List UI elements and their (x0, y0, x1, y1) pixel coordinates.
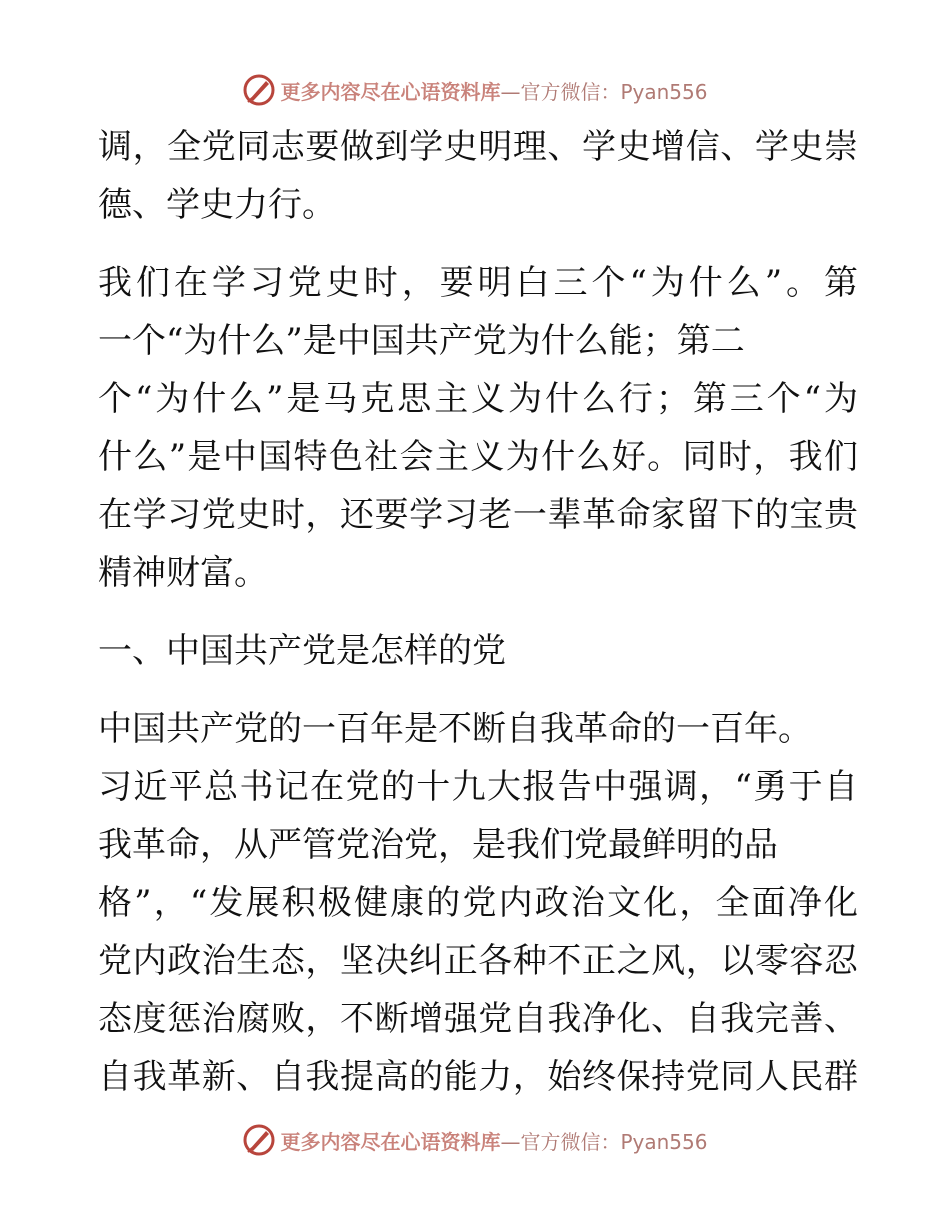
watermark-main-text: 更多内容尽在心语资料库 (280, 79, 501, 104)
text-line: 调，全党同志要做到学史明理、学史增信、学史崇 (98, 127, 858, 167)
watermark-main-text: 更多内容尽在心语资料库 (280, 1129, 501, 1154)
text-line: 一个“为什么”是中国共产党为什么能；第二 (98, 321, 745, 361)
text-line: 态度惩治腐败，不断增强党自我净化、自我完善、 (98, 999, 858, 1039)
text-line: 什么”是中国特色社会主义为什么好。同时，我们 (98, 437, 858, 477)
text-line: 在学习党史时，还要学习老一辈革命家留下的宝贵 (98, 495, 858, 535)
paragraph (98, 254, 858, 602)
text-line: 精神财富。 (98, 553, 268, 593)
watermark-wechat-text: —官方微信：Pyan556 (500, 79, 708, 104)
text-line: 我们在学习党史时，要明白三个“为什么”。第 (98, 263, 858, 303)
header-watermark-banner (0, 70, 950, 110)
text-line: 德、学史力行。 (98, 185, 336, 225)
paragraph (98, 700, 858, 1106)
paragraph (98, 118, 858, 234)
text-line: 中国共产党的一百年是不断自我革命的一百年。 (98, 709, 812, 749)
text-line: 党内政治生态，坚决纠正各种不正之风，以零容忍 (98, 941, 858, 981)
watermark-wechat-text: —官方微信：Pyan556 (500, 1129, 708, 1154)
text-line: 格”，“发展积极健康的党内政治文化，全面净化 (98, 883, 858, 923)
text-line: 习近平总书记在党的十九大报告中强调，“勇于自 (98, 767, 858, 807)
section-heading (98, 622, 858, 680)
footer-watermark-banner (0, 1120, 950, 1160)
quill-pen-logo-icon (242, 1123, 276, 1157)
quill-pen-logo-icon (242, 73, 276, 107)
text-line: 个“为什么”是马克思主义为什么行；第三个“为 (98, 379, 858, 419)
text-line: 一、中国共产党是怎样的党 (98, 631, 506, 671)
text-line: 自我革新、自我提高的能力，始终保持党同人民群 (98, 1057, 858, 1097)
text-line: 我革命，从严管党治党，是我们党最鲜明的品 (98, 825, 778, 865)
document-body (98, 118, 858, 1106)
